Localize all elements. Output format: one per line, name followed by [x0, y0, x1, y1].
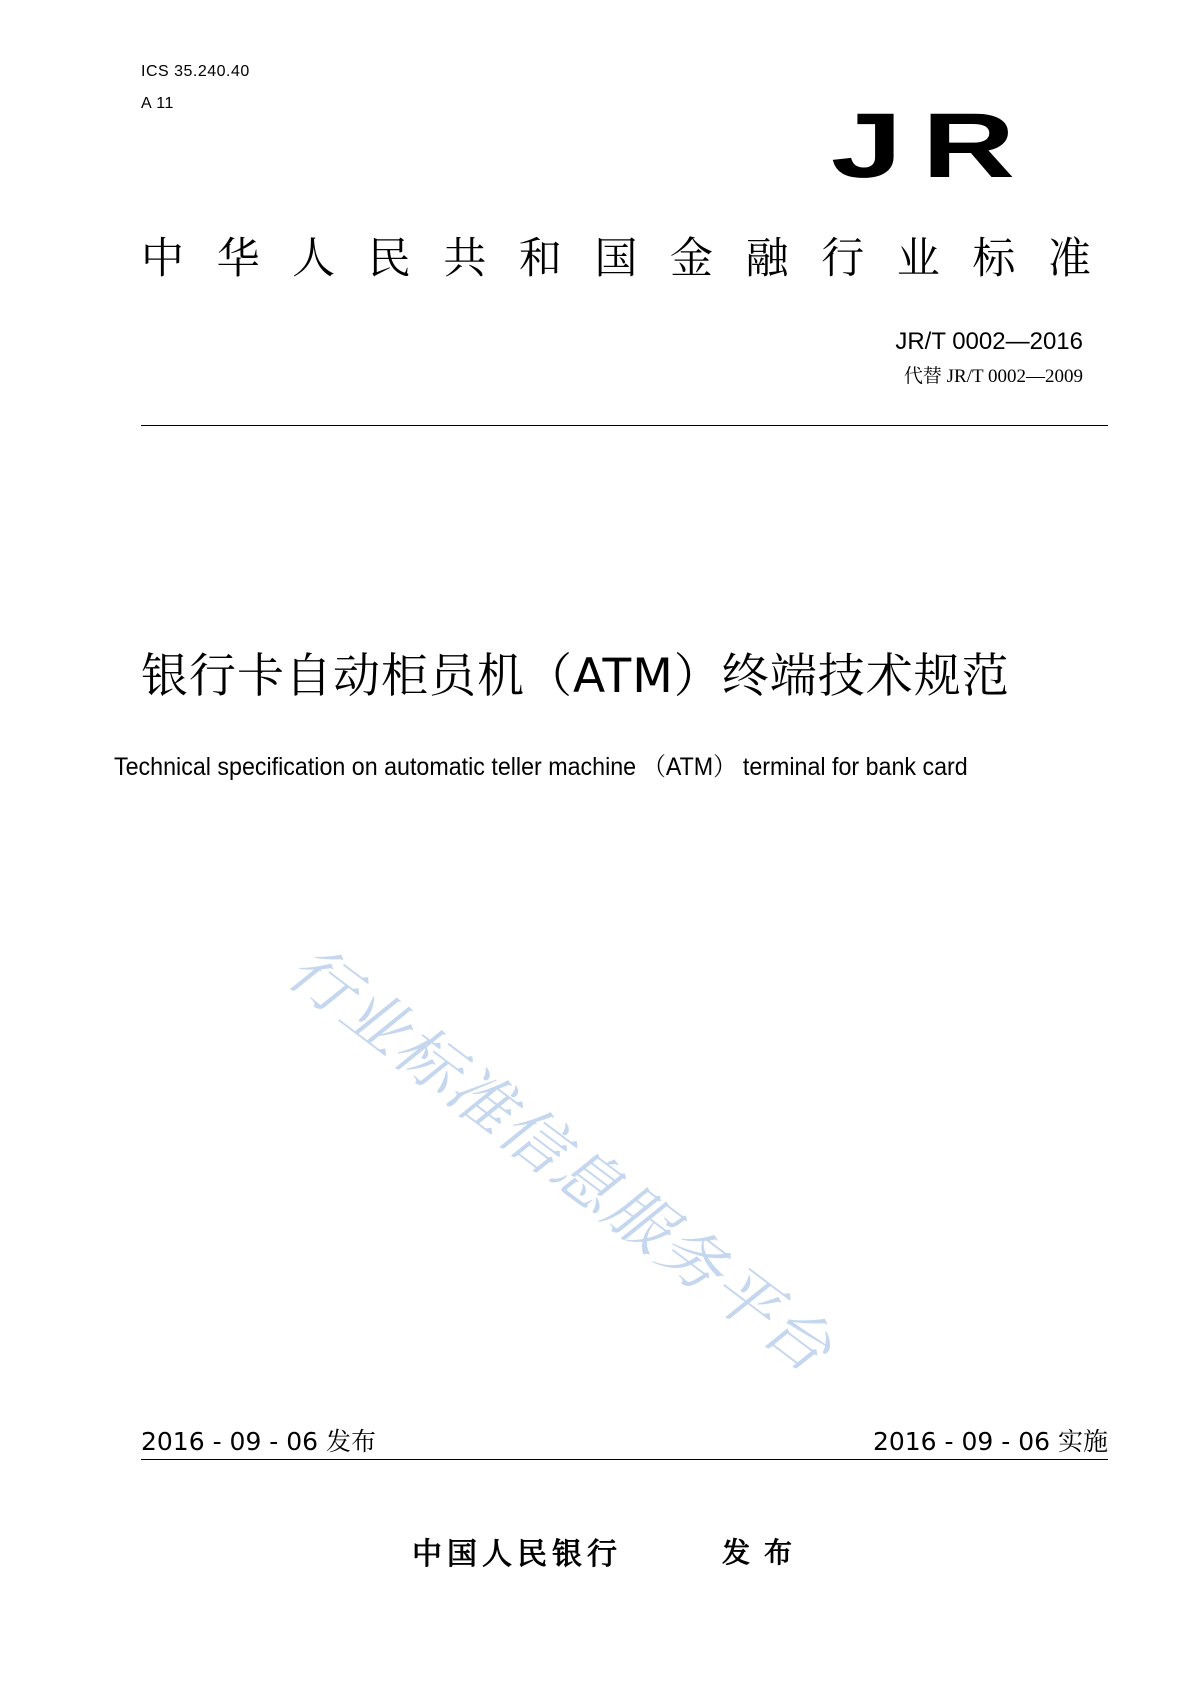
ics-code: ICS 35.240.40	[141, 63, 250, 80]
standard-type-char: 业	[896, 234, 940, 284]
standard-type-char: 行	[821, 234, 865, 284]
standard-type-char: 华	[216, 234, 260, 284]
standard-type-char: 标	[972, 234, 1016, 284]
standard-type-char: 准	[1047, 234, 1091, 284]
ccs-code: A 11	[141, 95, 174, 112]
jr-logo: JR	[831, 95, 1035, 197]
standard-type-char: 中	[141, 234, 184, 284]
standard-type-char: 共	[443, 234, 487, 284]
standard-type-char: 金	[670, 234, 714, 284]
issuer-name: 中国人民银行	[412, 1537, 622, 1572]
standard-type-heading	[141, 234, 1091, 284]
issue-date: 2016 - 09 - 06 发布	[141, 1427, 377, 1456]
standard-type-char: 和	[518, 234, 562, 284]
watermark-text: 行业标准信息服务平台	[274, 931, 846, 1389]
standard-type-char: 融	[745, 234, 789, 284]
standard-number: JR/T 0002—2016	[895, 328, 1083, 355]
standard-type-char: 国	[594, 234, 638, 284]
standard-type-char: 民	[367, 234, 411, 284]
issued-label: 发布	[722, 1536, 807, 1569]
replaces-standard: 代替 JR/T 0002—2009	[903, 366, 1083, 387]
footer-divider	[141, 1459, 1108, 1460]
standard-type-char: 人	[292, 234, 336, 284]
title-chinese: 银行卡自动柜员机（ATM）终端技术规范	[141, 649, 1010, 704]
header-divider	[141, 425, 1108, 426]
implementation-date: 2016 - 09 - 06 实施	[872, 1427, 1108, 1456]
title-english: Technical specification on automatic teller machine （ATM） terminal for bank card	[114, 753, 968, 781]
